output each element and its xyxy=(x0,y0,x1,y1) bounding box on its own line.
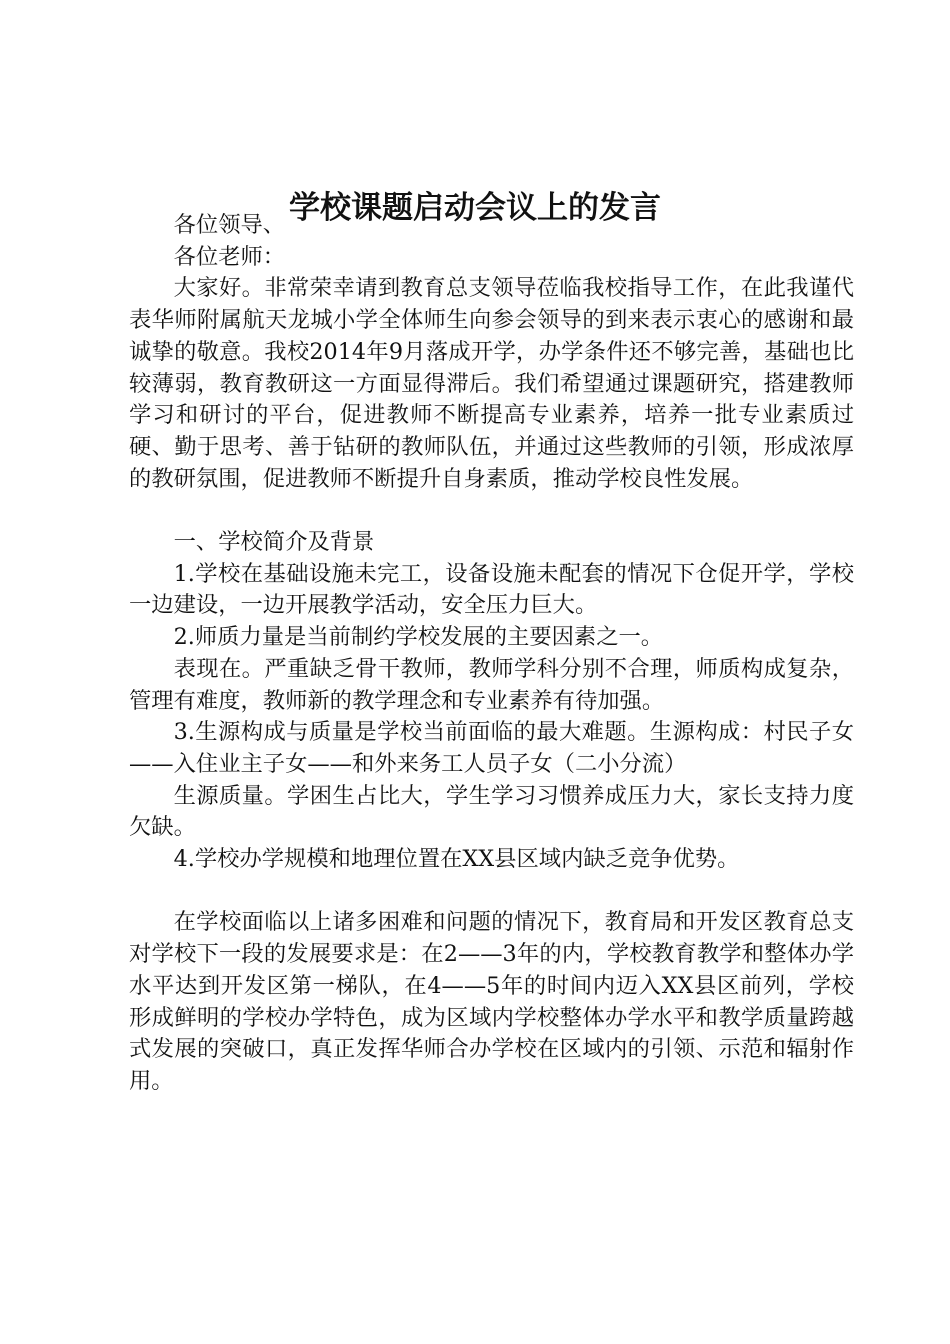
salutation-leaders: 各位领导、 xyxy=(173,212,286,238)
paragraph-development-goals: 在学校面临以上诸多困难和问题的情况下，教育局和开发区教育总支对学校下一段的发展要求是：在2——3年的内，学校教育教学和整体办学水平达到开发区第一梯队，在4——5年的时间内迈入XX县区前列，学校形成鲜明的学校办学特色，成为区域内学校整体办学水平和教学质量跨越式发展的突破口，真正发挥华师合办学校在区域内的引领、示范和辐射作用。 xyxy=(129,909,854,1094)
paragraph-greeting: 大家好。非常荣幸请到教育总支领导莅临我校指导工作，在此我谨代表华师附属航天龙城小学全体师生向参会领导的到来表示衷心的感谢和最诚挚的敬意。我校2014年9月落成开学，办学条件还不够完善，基础也比较薄弱，教育教研这一方面显得滞后。我们希望通过课题研究，搭建教师学习和研讨的平台，促进教师不断提高专业素养，培养一批专业素质过硬、勤于思考、善于钻研的教师队伍，并通过这些教师的引领，形成浓厚的教研氛围，促进教师不断提升自身素质，推动学校良性发展。 xyxy=(129,275,854,492)
paragraph-point-4: 4.学校办学规模和地理位置在XX县区域内缺乏竞争优势。 xyxy=(173,846,740,873)
paragraph-point-2-detail: 表现在。严重缺乏骨干教师，教师学科分别不合理，师质构成复杂，管理有难度，教师新的教学理念和专业素养有待加强。 xyxy=(129,655,854,714)
section-heading-background: 一、学校简介及背景 xyxy=(173,529,375,556)
document-body xyxy=(129,210,854,1098)
document-title: 学校课题启动会议上的发言 xyxy=(289,190,661,226)
salutation-teachers: 各位老师： xyxy=(173,243,286,270)
paragraph-point-3-detail: 生源质量。学困生占比大，学生学习习惯养成压力大，家长支持力度欠缺。 xyxy=(129,782,854,841)
paragraph-point-2: 2.师质力量是当前制约学校发展的主要因素之一。 xyxy=(173,624,664,651)
paragraph-point-3: 3.生源构成与质量是学校当前面临的最大难题。生源构成：村民子女——入住业主子女——和外来务工人员子女（二小分流） xyxy=(129,719,854,777)
paragraph-point-1: 1.学校在基础设施未完工，设备设施未配套的情况下仓促开学，学校一边建设，一边开展教学活动，安全压力巨大。 xyxy=(129,560,854,619)
